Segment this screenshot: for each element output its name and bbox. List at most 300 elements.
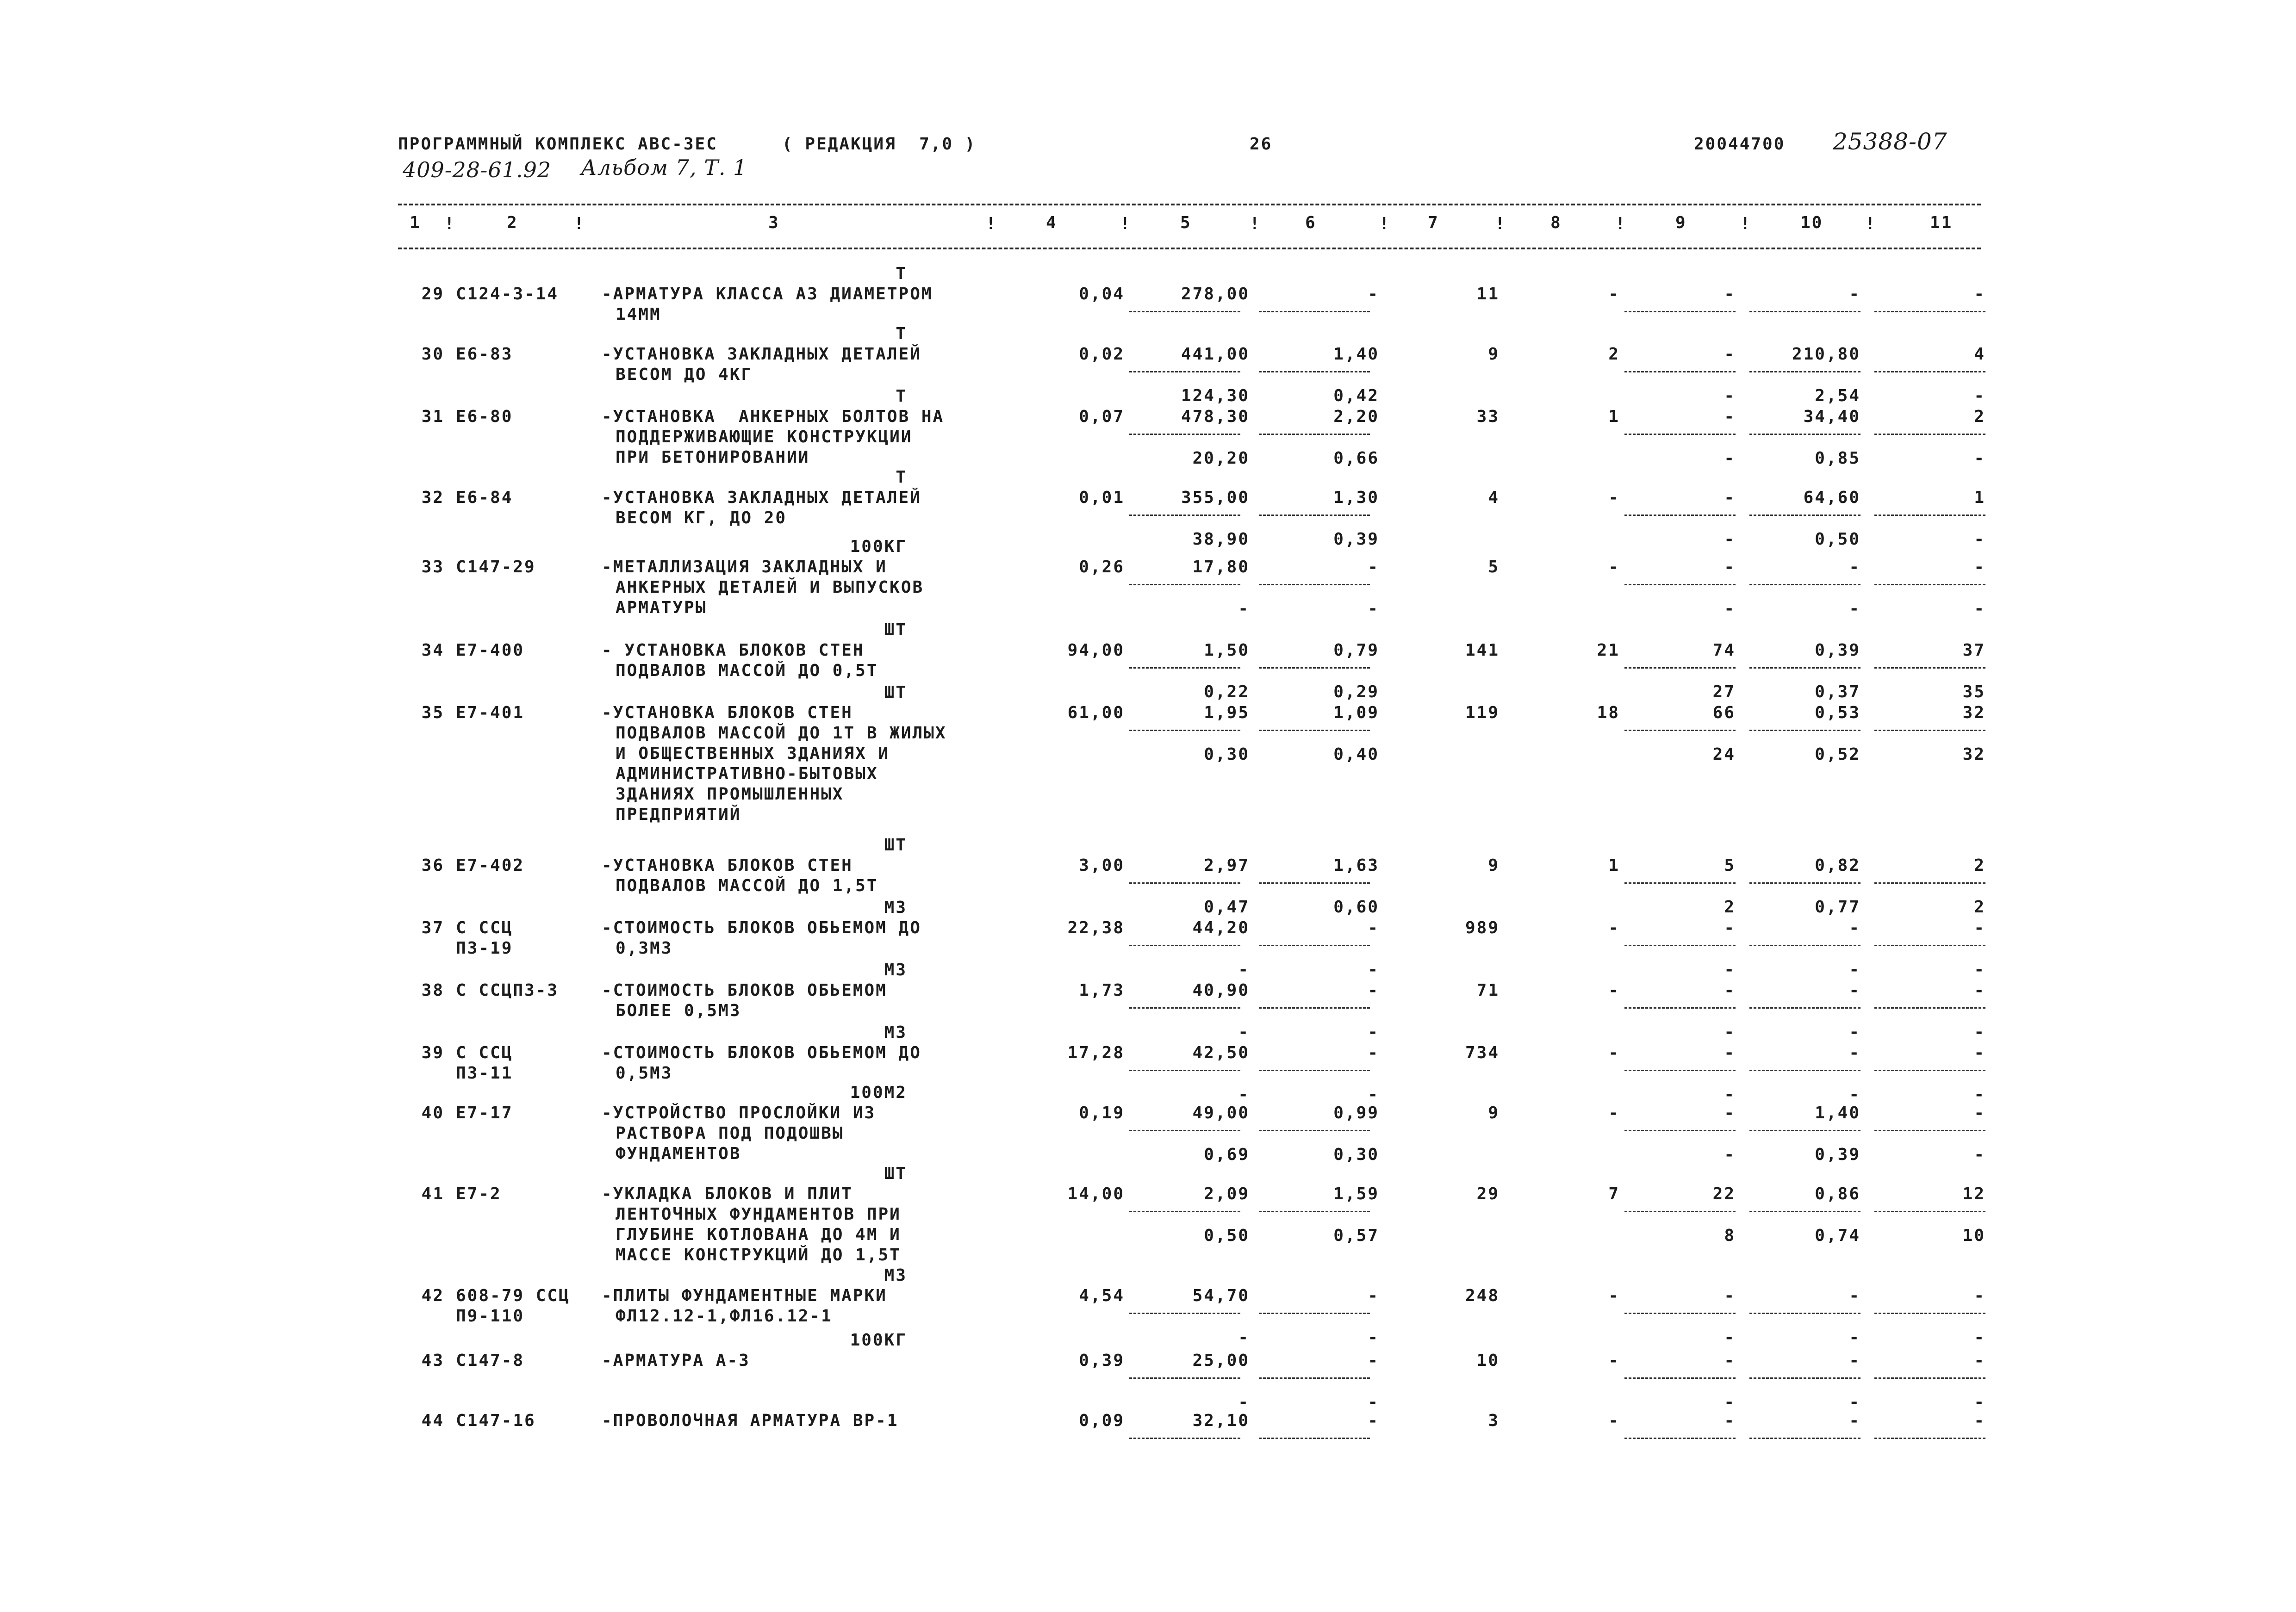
cell-col9: - <box>1724 1023 1736 1042</box>
cell-col6: - <box>1368 1328 1379 1347</box>
row-description: ПРИ БЕТОНИРОВАНИИ <box>616 448 810 467</box>
cell-divider <box>1624 1130 1736 1131</box>
cell-col7: 9 <box>1488 1104 1500 1122</box>
row-description: ПОДВАЛОВ МАССОЙ ДО 1Т В ЖИЛЫХ <box>616 724 947 743</box>
cell-col10: 0,39 <box>1815 1145 1860 1164</box>
cell-quantity: 1,73 <box>1079 981 1125 1000</box>
cell-col6: - <box>1368 285 1379 304</box>
cell-col6: 0,57 <box>1333 1226 1379 1245</box>
cell-divider <box>1624 1070 1736 1071</box>
row-description: -УСТАНОВКА ЗАКЛАДНЫХ ДЕТАЛЕЙ <box>602 345 921 364</box>
cell-col7: 119 <box>1465 703 1500 722</box>
cell-col10: 0,82 <box>1815 856 1860 875</box>
cell-divider <box>1874 1130 1985 1131</box>
cell-col5: 54,70 <box>1192 1286 1250 1305</box>
cell-col5: 40,90 <box>1192 981 1250 1000</box>
cell-col11: - <box>1974 981 1985 1000</box>
cell-quantity: 0,07 <box>1079 407 1125 426</box>
cell-divider <box>1874 1377 1985 1379</box>
cell-col5: - <box>1238 1328 1250 1347</box>
cell-col10: - <box>1849 960 1860 979</box>
cell-col6: - <box>1368 599 1379 618</box>
row-code: С ССЦП3-3 <box>456 981 559 1000</box>
row-code: Е6-84 <box>456 488 513 507</box>
album-label: Альбом 7, Т. 1 <box>581 155 747 180</box>
row-number: 35 <box>421 703 444 722</box>
row-description: 14ММ <box>616 305 661 324</box>
unit-label: М3 <box>884 961 907 980</box>
cell-col10: 34,40 <box>1803 407 1860 426</box>
cell-divider <box>1624 515 1736 516</box>
edition-label: ( РЕДАКЦИЯ 7,0 ) <box>782 135 977 154</box>
row-description: -УСТАНОВКА БЛОКОВ СТЕН <box>602 856 853 875</box>
row-description: 0,3М3 <box>616 939 673 958</box>
cell-col10: - <box>1849 981 1860 1000</box>
row-description: ПОДДЕРЖИВАЮЩИЕ КОНСТРУКЦИИ <box>616 428 913 446</box>
cell-col9: - <box>1724 1393 1736 1412</box>
cell-divider <box>1259 1377 1370 1379</box>
handwritten-doc-number: 409-28-61.92 <box>403 157 552 182</box>
cell-divider <box>1259 1438 1370 1439</box>
cell-col6: 1,59 <box>1333 1184 1379 1203</box>
cell-divider <box>1624 730 1736 731</box>
cell-col6: 0,39 <box>1333 530 1379 549</box>
cell-col10: 64,60 <box>1803 488 1860 507</box>
cell-divider <box>1259 1211 1370 1212</box>
cell-col5: - <box>1238 599 1250 618</box>
cell-divider <box>1624 371 1736 372</box>
cell-col6: 0,60 <box>1333 898 1379 917</box>
unit-label: Т <box>896 324 907 343</box>
cell-col10: - <box>1849 1351 1860 1370</box>
cell-quantity: 61,00 <box>1067 703 1125 722</box>
row-description: -УСТАНОВКА АНКЕРНЫХ БОЛТОВ НА <box>602 407 945 426</box>
cell-divider <box>1624 667 1736 669</box>
cell-col11: - <box>1974 599 1985 618</box>
row-code: П3-19 <box>456 939 513 958</box>
cell-col5: 278,00 <box>1181 285 1250 304</box>
unit-label: 100М2 <box>850 1083 907 1102</box>
cell-col6: 0,29 <box>1333 682 1379 701</box>
cell-col9: - <box>1724 1104 1736 1122</box>
cell-col10: 1,40 <box>1815 1104 1860 1122</box>
cell-col11: - <box>1974 530 1985 549</box>
row-description: -СТОИМОСТЬ БЛОКОВ ОБЬЕМОМ ДО <box>602 918 921 937</box>
row-description: АРМАТУРЫ <box>616 598 707 617</box>
cell-divider <box>1749 434 1860 435</box>
cell-col6: 1,63 <box>1333 856 1379 875</box>
cell-col11: - <box>1974 285 1985 304</box>
row-description: -АРМАТУРА КЛАССА А3 ДИАМЕТРОМ <box>602 285 933 304</box>
cell-divider <box>1749 667 1860 669</box>
cell-divider <box>1874 667 1985 669</box>
row-number: 42 <box>421 1286 444 1305</box>
cell-quantity: 0,01 <box>1079 488 1125 507</box>
row-number: 31 <box>421 407 444 426</box>
cell-col9: - <box>1724 488 1736 507</box>
cell-col11: - <box>1974 1104 1985 1122</box>
cell-col7: 9 <box>1488 345 1500 364</box>
cell-col8: - <box>1608 981 1620 1000</box>
cell-divider <box>1874 515 1985 516</box>
cell-col5: 0,69 <box>1204 1145 1250 1164</box>
cell-divider <box>1259 882 1370 884</box>
cell-col11: 32 <box>1962 745 1985 764</box>
row-number: 44 <box>421 1411 444 1430</box>
row-number: 39 <box>421 1043 444 1062</box>
unit-label: ШТ <box>884 683 907 702</box>
row-description: ПРЕДПРИЯТИЙ <box>616 805 741 824</box>
cell-col5: 355,00 <box>1181 488 1250 507</box>
cell-col5: 2,97 <box>1204 856 1250 875</box>
cell-col6: - <box>1368 1023 1379 1042</box>
cell-divider <box>1624 1211 1736 1212</box>
column-header-5: 5 <box>1180 213 1192 232</box>
column-header-11: 11 <box>1930 213 1953 232</box>
column-separator: ! <box>1740 214 1750 233</box>
row-description: И ОБЩЕСТВЕННЫХ ЗДАНИЯХ И <box>616 744 890 763</box>
column-separator: ! <box>1615 214 1625 233</box>
cell-col11: - <box>1974 1043 1985 1062</box>
cell-col11: - <box>1974 1328 1985 1347</box>
row-code: Е7-400 <box>456 641 525 660</box>
unit-label: ШТ <box>884 620 907 639</box>
cell-col11: 37 <box>1962 641 1985 660</box>
cell-col6: 1,30 <box>1333 488 1379 507</box>
cell-col6: - <box>1368 1351 1379 1370</box>
row-description: РАСТВОРА ПОД ПОДОШВЫ <box>616 1124 844 1143</box>
cell-col10: 0,37 <box>1815 682 1860 701</box>
row-code: П3-11 <box>456 1064 513 1083</box>
column-header-9: 9 <box>1675 213 1687 232</box>
cell-divider <box>1874 1211 1985 1212</box>
cell-col9: - <box>1724 981 1736 1000</box>
header-rule-top <box>398 204 1981 205</box>
cell-col7: 33 <box>1476 407 1500 426</box>
cell-divider <box>1749 1130 1860 1131</box>
cell-col8: - <box>1608 1351 1620 1370</box>
cell-quantity: 0,19 <box>1079 1104 1125 1122</box>
cell-col7: 248 <box>1465 1286 1500 1305</box>
cell-col9: 24 <box>1712 745 1736 764</box>
cell-col7: 734 <box>1465 1043 1500 1062</box>
cell-col9: - <box>1724 1286 1736 1305</box>
cell-divider <box>1259 945 1370 946</box>
row-description: ЗДАНИЯХ ПРОМЫШЛЕННЫХ <box>616 785 844 804</box>
row-description: ЛЕНТОЧНЫХ ФУНДАМЕНТОВ ПРИ <box>616 1205 901 1224</box>
column-separator: ! <box>1250 214 1260 233</box>
cell-col11: 4 <box>1974 345 1985 364</box>
column-header-4: 4 <box>1046 213 1058 232</box>
cell-divider <box>1874 882 1985 884</box>
row-code: Е7-2 <box>456 1184 502 1203</box>
cell-col11: - <box>1974 386 1985 405</box>
cell-col10: 0,39 <box>1815 641 1860 660</box>
unit-label: 100КГ <box>850 1331 907 1350</box>
cell-col8: 1 <box>1608 856 1620 875</box>
unit-label: ШТ <box>884 836 907 855</box>
row-number: 40 <box>421 1104 444 1122</box>
column-separator: ! <box>1379 214 1389 233</box>
cell-divider <box>1874 945 1985 946</box>
unit-label: Т <box>896 387 907 406</box>
cell-divider <box>1874 1070 1985 1071</box>
row-description: МАССЕ КОНСТРУКЦИЙ ДО 1,5Т <box>616 1246 901 1265</box>
row-description: - УСТАНОВКА БЛОКОВ СТЕН <box>602 641 865 660</box>
cell-col6: - <box>1368 558 1379 577</box>
column-separator: ! <box>986 214 996 233</box>
cell-col9: 22 <box>1712 1184 1736 1203</box>
row-description: -ПЛИТЫ ФУНДАМЕНТНЫЕ МАРКИ <box>602 1286 887 1305</box>
cell-col6: 1,09 <box>1333 703 1379 722</box>
cell-col11: - <box>1974 558 1985 577</box>
row-code: Е6-83 <box>456 345 513 364</box>
cell-divider <box>1259 584 1370 585</box>
cell-col11: 32 <box>1962 703 1985 722</box>
unit-label: М3 <box>884 898 907 917</box>
row-description: ПОДВАЛОВ МАССОЙ ДО 0,5Т <box>616 661 878 680</box>
cell-quantity: 0,04 <box>1079 285 1125 304</box>
row-code: Е7-402 <box>456 856 525 875</box>
cell-divider <box>1749 1438 1860 1439</box>
cell-col6: - <box>1368 981 1379 1000</box>
cell-divider <box>1259 1313 1370 1314</box>
cell-quantity: 94,00 <box>1067 641 1125 660</box>
cell-col5: 2,09 <box>1204 1184 1250 1203</box>
cell-col7: 989 <box>1465 918 1500 937</box>
cell-col10: 0,85 <box>1815 449 1860 468</box>
cell-col11: 2 <box>1974 898 1985 917</box>
cell-divider <box>1624 945 1736 946</box>
cell-col7: 5 <box>1488 558 1500 577</box>
cell-col9: - <box>1724 345 1736 364</box>
cell-col11: - <box>1974 449 1985 468</box>
cell-col5: 38,90 <box>1192 530 1250 549</box>
cell-quantity: 0,26 <box>1079 558 1125 577</box>
cell-divider <box>1624 311 1736 312</box>
cell-divider <box>1749 1007 1860 1009</box>
cell-divider <box>1259 667 1370 669</box>
cell-col6: - <box>1368 1286 1379 1305</box>
handwritten-number: 25388-07 <box>1833 128 1948 155</box>
cell-col10: 0,53 <box>1815 703 1860 722</box>
cell-col6: 0,99 <box>1333 1104 1379 1122</box>
cell-divider <box>1259 371 1370 372</box>
row-description: ГЛУБИНЕ КОТЛОВАНА ДО 4М И <box>616 1225 901 1244</box>
cell-col11: - <box>1974 1411 1985 1430</box>
cell-divider <box>1624 1007 1736 1009</box>
cell-divider <box>1129 1211 1240 1212</box>
cell-col8: 2 <box>1608 345 1620 364</box>
cell-col6: 0,40 <box>1333 745 1379 764</box>
cell-col10: - <box>1849 1411 1860 1430</box>
row-code: С ССЦ <box>456 1043 513 1062</box>
cell-divider <box>1129 730 1240 731</box>
cell-divider <box>1874 311 1985 312</box>
row-description: -УСТАНОВКА БЛОКОВ СТЕН <box>602 703 853 722</box>
row-code: С147-16 <box>456 1411 536 1430</box>
cell-quantity: 0,02 <box>1079 345 1125 364</box>
row-description: ФУНДАМЕНТОВ <box>616 1144 741 1163</box>
cell-col6: - <box>1368 1411 1379 1430</box>
row-description: -УСТАНОВКА ЗАКЛАДНЫХ ДЕТАЛЕЙ <box>602 488 921 507</box>
column-separator: ! <box>444 214 454 233</box>
cell-col6: 0,66 <box>1333 449 1379 468</box>
cell-col10: 210,80 <box>1792 345 1860 364</box>
cell-col10: 2,54 <box>1815 386 1860 405</box>
cell-col10: - <box>1849 1393 1860 1412</box>
cell-col9: - <box>1724 386 1736 405</box>
cell-divider <box>1129 584 1240 585</box>
cell-col7: 4 <box>1488 488 1500 507</box>
cell-col5: 25,00 <box>1192 1351 1250 1370</box>
cell-col8: 21 <box>1597 641 1620 660</box>
cell-col9: - <box>1724 960 1736 979</box>
row-description: -ПРОВОЛОЧНАЯ АРМАТУРА ВР-1 <box>602 1411 899 1430</box>
row-description: АНКЕРНЫХ ДЕТАЛЕЙ И ВЫПУСКОВ <box>616 578 924 597</box>
cell-col9: - <box>1724 1351 1736 1370</box>
column-header-8: 8 <box>1550 213 1562 232</box>
cell-col9: - <box>1724 1085 1736 1104</box>
header-rule-bottom <box>398 248 1981 249</box>
page-number: 26 <box>1250 135 1273 154</box>
cell-quantity: 0,09 <box>1079 1411 1125 1430</box>
row-code: С124-3-14 <box>456 285 559 304</box>
cell-divider <box>1749 730 1860 731</box>
column-separator: ! <box>1120 214 1130 233</box>
cell-divider <box>1624 584 1736 585</box>
cell-col11: - <box>1974 1085 1985 1104</box>
row-code: П9-110 <box>456 1307 525 1326</box>
cell-col7: 3 <box>1488 1411 1500 1430</box>
cell-col9: - <box>1724 1328 1736 1347</box>
cell-col5: 124,30 <box>1181 386 1250 405</box>
column-header-2: 2 <box>507 213 518 232</box>
unit-label: Т <box>896 468 907 487</box>
cell-divider <box>1749 371 1860 372</box>
cell-col10: - <box>1849 918 1860 937</box>
cell-col5: 0,30 <box>1204 745 1250 764</box>
cell-col6: 0,42 <box>1333 386 1379 405</box>
cell-divider <box>1259 311 1370 312</box>
column-header-3: 3 <box>768 213 780 232</box>
column-separator: ! <box>574 214 584 233</box>
cell-col5: 1,95 <box>1204 703 1250 722</box>
row-code: Е7-401 <box>456 703 525 722</box>
row-code: С147-29 <box>456 558 536 577</box>
cell-col10: - <box>1849 1286 1860 1305</box>
cell-divider <box>1749 1070 1860 1071</box>
cell-col11: - <box>1974 1286 1985 1305</box>
cell-col8: - <box>1608 918 1620 937</box>
cell-divider <box>1259 515 1370 516</box>
row-description: 0,5М3 <box>616 1064 673 1083</box>
cell-divider <box>1624 882 1736 884</box>
column-separator: ! <box>1865 214 1875 233</box>
cell-divider <box>1749 515 1860 516</box>
cell-divider <box>1129 434 1240 435</box>
cell-col7: 71 <box>1476 981 1500 1000</box>
cell-col5: - <box>1238 960 1250 979</box>
cell-col6: - <box>1368 918 1379 937</box>
row-description: -СТОИМОСТЬ БЛОКОВ ОБЬЕМОМ <box>602 981 887 1000</box>
cell-col9: 2 <box>1724 898 1736 917</box>
row-description: -СТОИМОСТЬ БЛОКОВ ОБЬЕМОМ ДО <box>602 1043 921 1062</box>
cell-divider <box>1749 1377 1860 1379</box>
cell-quantity: 22,38 <box>1067 918 1125 937</box>
cell-col9: - <box>1724 407 1736 426</box>
cell-col11: - <box>1974 918 1985 937</box>
cell-col8: - <box>1608 1104 1620 1122</box>
cell-divider <box>1749 584 1860 585</box>
cell-divider <box>1129 1438 1240 1439</box>
cell-divider <box>1129 1313 1240 1314</box>
cell-col10: 0,74 <box>1815 1226 1860 1245</box>
cell-col11: - <box>1974 1145 1985 1164</box>
cell-quantity: 3,00 <box>1079 856 1125 875</box>
cell-col11: - <box>1974 960 1985 979</box>
unit-label: М3 <box>884 1266 907 1285</box>
cell-col10: - <box>1849 1023 1860 1042</box>
row-description: -УСТРОЙСТВО ПРОСЛОЙКИ ИЗ <box>602 1104 876 1122</box>
cell-divider <box>1624 1313 1736 1314</box>
cell-col8: - <box>1608 1043 1620 1062</box>
cell-col5: - <box>1238 1393 1250 1412</box>
cell-divider <box>1874 1438 1985 1439</box>
row-number: 32 <box>421 488 444 507</box>
row-description: БОЛЕЕ 0,5М3 <box>616 1001 741 1020</box>
cell-col9: - <box>1724 558 1736 577</box>
cell-col11: - <box>1974 1351 1985 1370</box>
cell-col10: - <box>1849 1043 1860 1062</box>
cell-col7: 9 <box>1488 856 1500 875</box>
cell-divider <box>1259 730 1370 731</box>
cell-col10: 0,50 <box>1815 530 1860 549</box>
row-number: 38 <box>421 981 444 1000</box>
cell-col8: 18 <box>1597 703 1620 722</box>
cell-divider <box>1259 434 1370 435</box>
row-description: ВЕСОМ КГ, ДО 20 <box>616 508 787 527</box>
cell-col5: 20,20 <box>1192 449 1250 468</box>
cell-col7: 11 <box>1476 285 1500 304</box>
row-number: 30 <box>421 345 444 364</box>
cell-col6: 0,79 <box>1333 641 1379 660</box>
cell-col6: 1,40 <box>1333 345 1379 364</box>
cell-col7: 29 <box>1476 1184 1500 1203</box>
cell-col6: - <box>1368 960 1379 979</box>
cell-divider <box>1874 730 1985 731</box>
cell-col6: - <box>1368 1043 1379 1062</box>
column-header-10: 10 <box>1800 213 1823 232</box>
row-code: С ССЦ <box>456 918 513 937</box>
row-code: С147-8 <box>456 1351 525 1370</box>
column-separator: ! <box>1495 214 1505 233</box>
cell-col11: 1 <box>1974 488 1985 507</box>
cell-col5: 0,47 <box>1204 898 1250 917</box>
cell-divider <box>1874 434 1985 435</box>
column-header-6: 6 <box>1305 213 1317 232</box>
cell-col9: - <box>1724 1411 1736 1430</box>
cell-divider <box>1874 371 1985 372</box>
cell-col10: - <box>1849 1328 1860 1347</box>
cell-col9: - <box>1724 1043 1736 1062</box>
cell-col5: - <box>1238 1023 1250 1042</box>
cell-divider <box>1624 1438 1736 1439</box>
cell-col11: - <box>1974 1393 1985 1412</box>
row-description: ФЛ12.12-1,ФЛ16.12-1 <box>616 1307 833 1326</box>
cell-col10: - <box>1849 285 1860 304</box>
document-code: 20044700 <box>1694 135 1786 154</box>
